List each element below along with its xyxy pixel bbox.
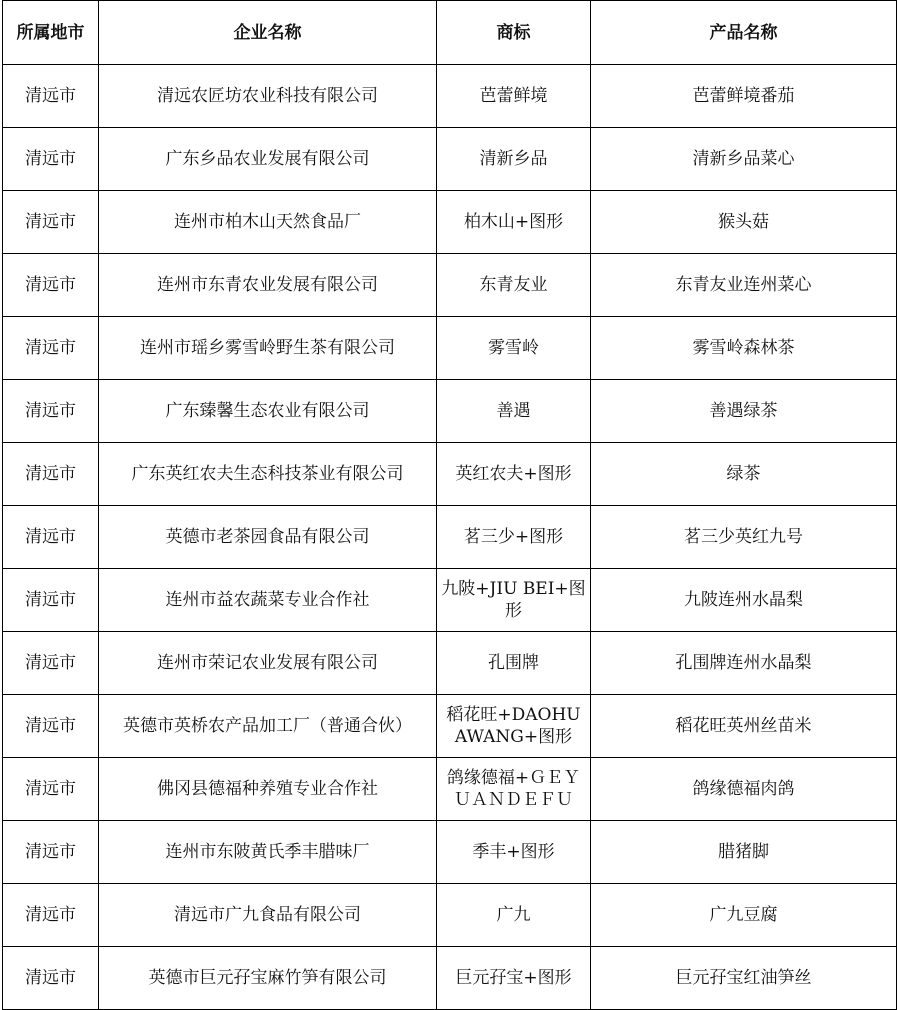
cell-product: 鸽缘德福肉鸽 (591, 758, 897, 821)
cell-company: 连州市益农蔬菜专业合作社 (99, 569, 437, 632)
cell-trademark: 九陂+JIU BEI+图形 (437, 569, 591, 632)
cell-city: 清远市 (3, 380, 99, 443)
table-row (3, 758, 897, 821)
table-header-row (3, 1, 897, 65)
cell-product: 猴头菇 (591, 191, 897, 254)
table-row (3, 821, 897, 884)
cell-city: 清远市 (3, 695, 99, 758)
cell-city: 清远市 (3, 569, 99, 632)
cell-city: 清远市 (3, 128, 99, 191)
cell-trademark: 雾雪岭 (437, 317, 591, 380)
table-row (3, 380, 897, 443)
table-row (3, 317, 897, 380)
cell-company: 清远农匠坊农业科技有限公司 (99, 65, 437, 128)
cell-company: 广东英红农夫生态科技茶业有限公司 (99, 443, 437, 506)
cell-city: 清远市 (3, 65, 99, 128)
cell-company: 连州市东青农业发展有限公司 (99, 254, 437, 317)
cell-trademark: 季丰+图形 (437, 821, 591, 884)
cell-city: 清远市 (3, 632, 99, 695)
table-row (3, 254, 897, 317)
cell-product: 广九豆腐 (591, 884, 897, 947)
cell-trademark: 东青友业 (437, 254, 591, 317)
cell-trademark: 柏木山+图形 (437, 191, 591, 254)
table-row (3, 191, 897, 254)
cell-product: 稻花旺英州丝苗米 (591, 695, 897, 758)
cell-product: 巨元孖宝红油笋丝 (591, 947, 897, 1010)
cell-product: 善遇绿茶 (591, 380, 897, 443)
table-row (3, 632, 897, 695)
cell-company: 广东臻馨生态农业有限公司 (99, 380, 437, 443)
table-row (3, 569, 897, 632)
table-row (3, 695, 897, 758)
cell-company: 连州市东陂黄氏季丰腊味厂 (99, 821, 437, 884)
table-row (3, 506, 897, 569)
cell-trademark: 英红农夫+图形 (437, 443, 591, 506)
cell-trademark: 茗三少+图形 (437, 506, 591, 569)
table-row (3, 128, 897, 191)
cell-trademark: 孔围牌 (437, 632, 591, 695)
cell-company: 清远市广九食品有限公司 (99, 884, 437, 947)
cell-company: 连州市瑶乡雾雪岭野生茶有限公司 (99, 317, 437, 380)
header-product: 产品名称 (591, 1, 897, 65)
cell-product: 孔围牌连州水晶梨 (591, 632, 897, 695)
cell-trademark: 稻花旺+DAOHUAWANG+图形 (437, 695, 591, 758)
product-table (2, 0, 897, 1010)
cell-city: 清远市 (3, 254, 99, 317)
header-company: 企业名称 (99, 1, 437, 65)
cell-city: 清远市 (3, 506, 99, 569)
cell-city: 清远市 (3, 947, 99, 1010)
cell-product: 东青友业连州菜心 (591, 254, 897, 317)
cell-company: 连州市柏木山天然食品厂 (99, 191, 437, 254)
cell-product: 清新乡品菜心 (591, 128, 897, 191)
cell-product: 腊猪脚 (591, 821, 897, 884)
cell-city: 清远市 (3, 317, 99, 380)
cell-company: 英德市英桥农产品加工厂（普通合伙） (99, 695, 437, 758)
cell-trademark: 芭蕾鲜境 (437, 65, 591, 128)
cell-company: 佛冈县德福种养殖专业合作社 (99, 758, 437, 821)
cell-product: 芭蕾鲜境番茄 (591, 65, 897, 128)
cell-product: 雾雪岭森林茶 (591, 317, 897, 380)
header-trademark: 商标 (437, 1, 591, 65)
cell-city: 清远市 (3, 821, 99, 884)
cell-company: 广东乡品农业发展有限公司 (99, 128, 437, 191)
table-row (3, 443, 897, 506)
cell-trademark: 清新乡品 (437, 128, 591, 191)
cell-trademark: 巨元孖宝+图形 (437, 947, 591, 1010)
cell-company: 英德市巨元孖宝麻竹笋有限公司 (99, 947, 437, 1010)
cell-trademark: 鸽缘德福+ＧＥＹＵＡＮＤＥＦＵ (437, 758, 591, 821)
cell-product: 茗三少英红九号 (591, 506, 897, 569)
cell-company: 连州市荣记农业发展有限公司 (99, 632, 437, 695)
table-row (3, 65, 897, 128)
table-row (3, 947, 897, 1010)
cell-trademark: 广九 (437, 884, 591, 947)
cell-city: 清远市 (3, 758, 99, 821)
cell-product: 九陂连州水晶梨 (591, 569, 897, 632)
cell-city: 清远市 (3, 443, 99, 506)
cell-city: 清远市 (3, 884, 99, 947)
header-city: 所属地市 (3, 1, 99, 65)
cell-trademark: 善遇 (437, 380, 591, 443)
cell-company: 英德市老茶园食品有限公司 (99, 506, 437, 569)
cell-product: 绿茶 (591, 443, 897, 506)
table-row (3, 884, 897, 947)
cell-city: 清远市 (3, 191, 99, 254)
